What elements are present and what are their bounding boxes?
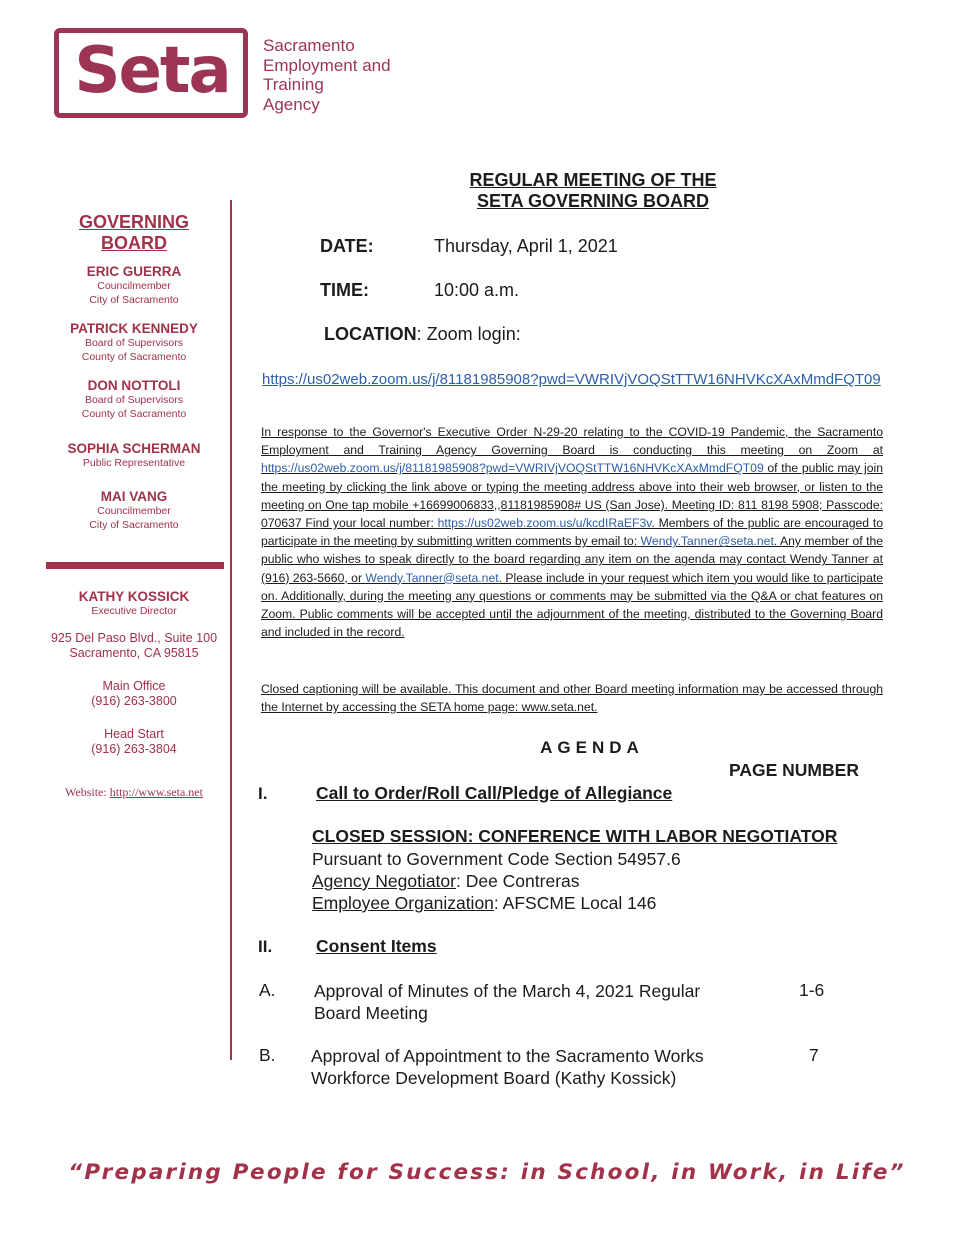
member-org: County of Sacramento (81, 408, 187, 420)
main-office-label: Main Office (102, 679, 166, 693)
agenda-item (314, 980, 700, 1024)
captioning-notice: Closed captioning will be available. This document and other Board meeting information may be accessed through the Internet by accessing the SETA home page: www.seta.net. (261, 682, 883, 715)
website-label: Website: (65, 785, 107, 799)
section-title: Call to Order/Roll Call/Pledge of Allegiance (316, 783, 673, 803)
zoom-link-inline[interactable]: https://us02web.zoom.us/j/81181985908?pwd=VWRIVjVOQStTTW16NHVKcXAxMmdFQT09 (261, 461, 764, 476)
member-title: Councilmember (97, 505, 171, 517)
section-title: Consent Items (316, 936, 437, 956)
member-title: Public Representative (82, 457, 186, 469)
executive-director (34, 589, 234, 618)
member-org: City of Sacramento (89, 519, 179, 531)
director-title: Executive Director (91, 605, 177, 617)
seta-logo: Seta (74, 34, 230, 108)
covid-notice (261, 423, 883, 641)
sidebar-separator (46, 562, 224, 569)
logo-subtitle-line: Training (263, 75, 324, 94)
logo-subtitle (263, 36, 391, 114)
director-name: KATHY KOSSICK (78, 589, 190, 604)
address-line: 925 Del Paso Blvd., Suite 100 (50, 631, 218, 645)
negotiator-value: : Dee Contreras (455, 871, 580, 891)
zoom-meeting-link[interactable]: https://us02web.zoom.us/j/81181985908?pwd=VWRIVjVOQStTTW16NHVKcXAxMmdFQT09 (262, 371, 881, 388)
email-link[interactable]: Wendy.Tanner@seta.net (640, 534, 774, 549)
location-value: : Zoom login: (416, 324, 521, 344)
main-office-phone: (916) 263-3800 (91, 694, 177, 708)
item-page-number: 1-6 (799, 980, 825, 1000)
board-member (34, 264, 234, 307)
member-name: SOPHIA SCHERMAN (67, 441, 201, 456)
employee-label: Employee Organization (312, 893, 494, 913)
date-label: DATE: (320, 236, 374, 256)
agenda-item (311, 1045, 704, 1089)
member-org: County of Sacramento (81, 351, 187, 363)
page-number-header: PAGE NUMBER (729, 760, 859, 780)
notice-text: . Any member of the public who wishes to speak directly to the board regarding any item on the agenda may contact Wendy Tanner at (916) 263-5660, or (261, 534, 884, 585)
notice-text: . Please include in your request which item you would like to participate on. Additionally, during the meeting any questions or comments may be submitted via the Q&A or chat features on Zoom. Public comments will be accepted until the adjournment of the meeting, distributed to the Governing Board and included in the record. (261, 570, 884, 640)
email-link[interactable]: Wendy.Tanner@seta.net (365, 570, 499, 585)
section-numeral: II. (258, 937, 273, 956)
item-letter: A. (259, 980, 276, 1000)
head-start (34, 727, 234, 757)
website-link[interactable]: http://www.seta.net (109, 785, 203, 799)
head-start-label: Head Start (104, 727, 164, 741)
board-member (34, 321, 234, 364)
member-name: ERIC GUERRA (86, 264, 182, 279)
agenda-item-line: Workforce Development Board (Kathy Kossick) (311, 1068, 677, 1088)
agenda-item-line: Approval of Minutes of the March 4, 2021 Regular (314, 981, 701, 1001)
member-org: City of Sacramento (89, 294, 179, 306)
governing-board-heading: GOVERNING BOARD (78, 212, 189, 253)
main-office (34, 679, 234, 709)
logo-subtitle-line: Employment and (263, 55, 391, 75)
board-member (34, 489, 234, 532)
meeting-title (393, 170, 793, 212)
notice-text: of the public may join the meeting by clicking the link above or typing the meeting address above into their web browser, or listen to the meeting on One tap mobile +16699006833,,81181985908# US (San Jose). Meeting ID: 811 8198 5908; Passcode: 070637 Find your local number: (261, 461, 883, 531)
member-name: MAI VANG (100, 489, 168, 504)
local-number-link[interactable]: https://us02web.zoom.us/u/kcdIRaEF3v (437, 516, 652, 531)
member-title: Councilmember (97, 280, 171, 292)
item-page-number: 7 (809, 1045, 819, 1065)
notice-text: In response to the Governor's Executive Order N-29-20 relating to the COVID-19 Pandemic, the Sacramento Employment and Training Agency Governing Board is conducting this meeting on Zoom at (261, 425, 883, 458)
employee-organization (312, 892, 656, 914)
member-name: PATRICK KENNEDY (70, 321, 198, 336)
logo-subtitle-line: Agency (263, 94, 320, 114)
closed-session-title: CLOSED SESSION: CONFERENCE WITH LABOR NEGOTIATOR (312, 826, 838, 846)
head-start-phone: (916) 263-3804 (91, 742, 177, 756)
agency-negotiator (312, 870, 580, 892)
closed-session-line: Pursuant to Government Code Section 54957.6 (312, 849, 681, 869)
time-value: 10:00 a.m. (434, 280, 520, 300)
employee-value: : AFSCME Local 146 (493, 893, 657, 913)
member-name: DON NOTTOLI (87, 378, 181, 393)
date-value: Thursday, April 1, 2021 (434, 236, 618, 256)
footer-slogan: “Preparing People for Success: in School, in Work, in Life” (68, 1160, 906, 1185)
logo-subtitle-line: Sacramento (263, 36, 355, 55)
agenda-item-line: Approval of Appointment to the Sacramento Works (311, 1046, 704, 1066)
agenda-heading: AGENDA (540, 738, 644, 757)
meeting-title-line: REGULAR MEETING OF THE (469, 170, 717, 190)
section-numeral: I. (258, 784, 268, 803)
item-letter: B. (259, 1045, 276, 1065)
location-label: LOCATION (324, 324, 417, 344)
website (34, 785, 234, 800)
member-title: Board of Supervisors (84, 394, 184, 406)
notice-text: . Members of the public are encouraged to participate in the meeting by submitting written comments by email to: (261, 516, 883, 549)
meeting-title-line: SETA GOVERNING BOARD (476, 191, 709, 211)
board-member (34, 378, 234, 421)
member-title: Board of Supervisors (84, 337, 184, 349)
time-label: TIME: (320, 280, 369, 300)
board-member (34, 441, 234, 470)
agenda-item-line: Board Meeting (314, 1003, 428, 1023)
location (324, 324, 521, 345)
negotiator-label: Agency Negotiator (312, 871, 456, 891)
address (34, 631, 234, 661)
address-line: Sacramento, CA 95815 (69, 646, 199, 660)
